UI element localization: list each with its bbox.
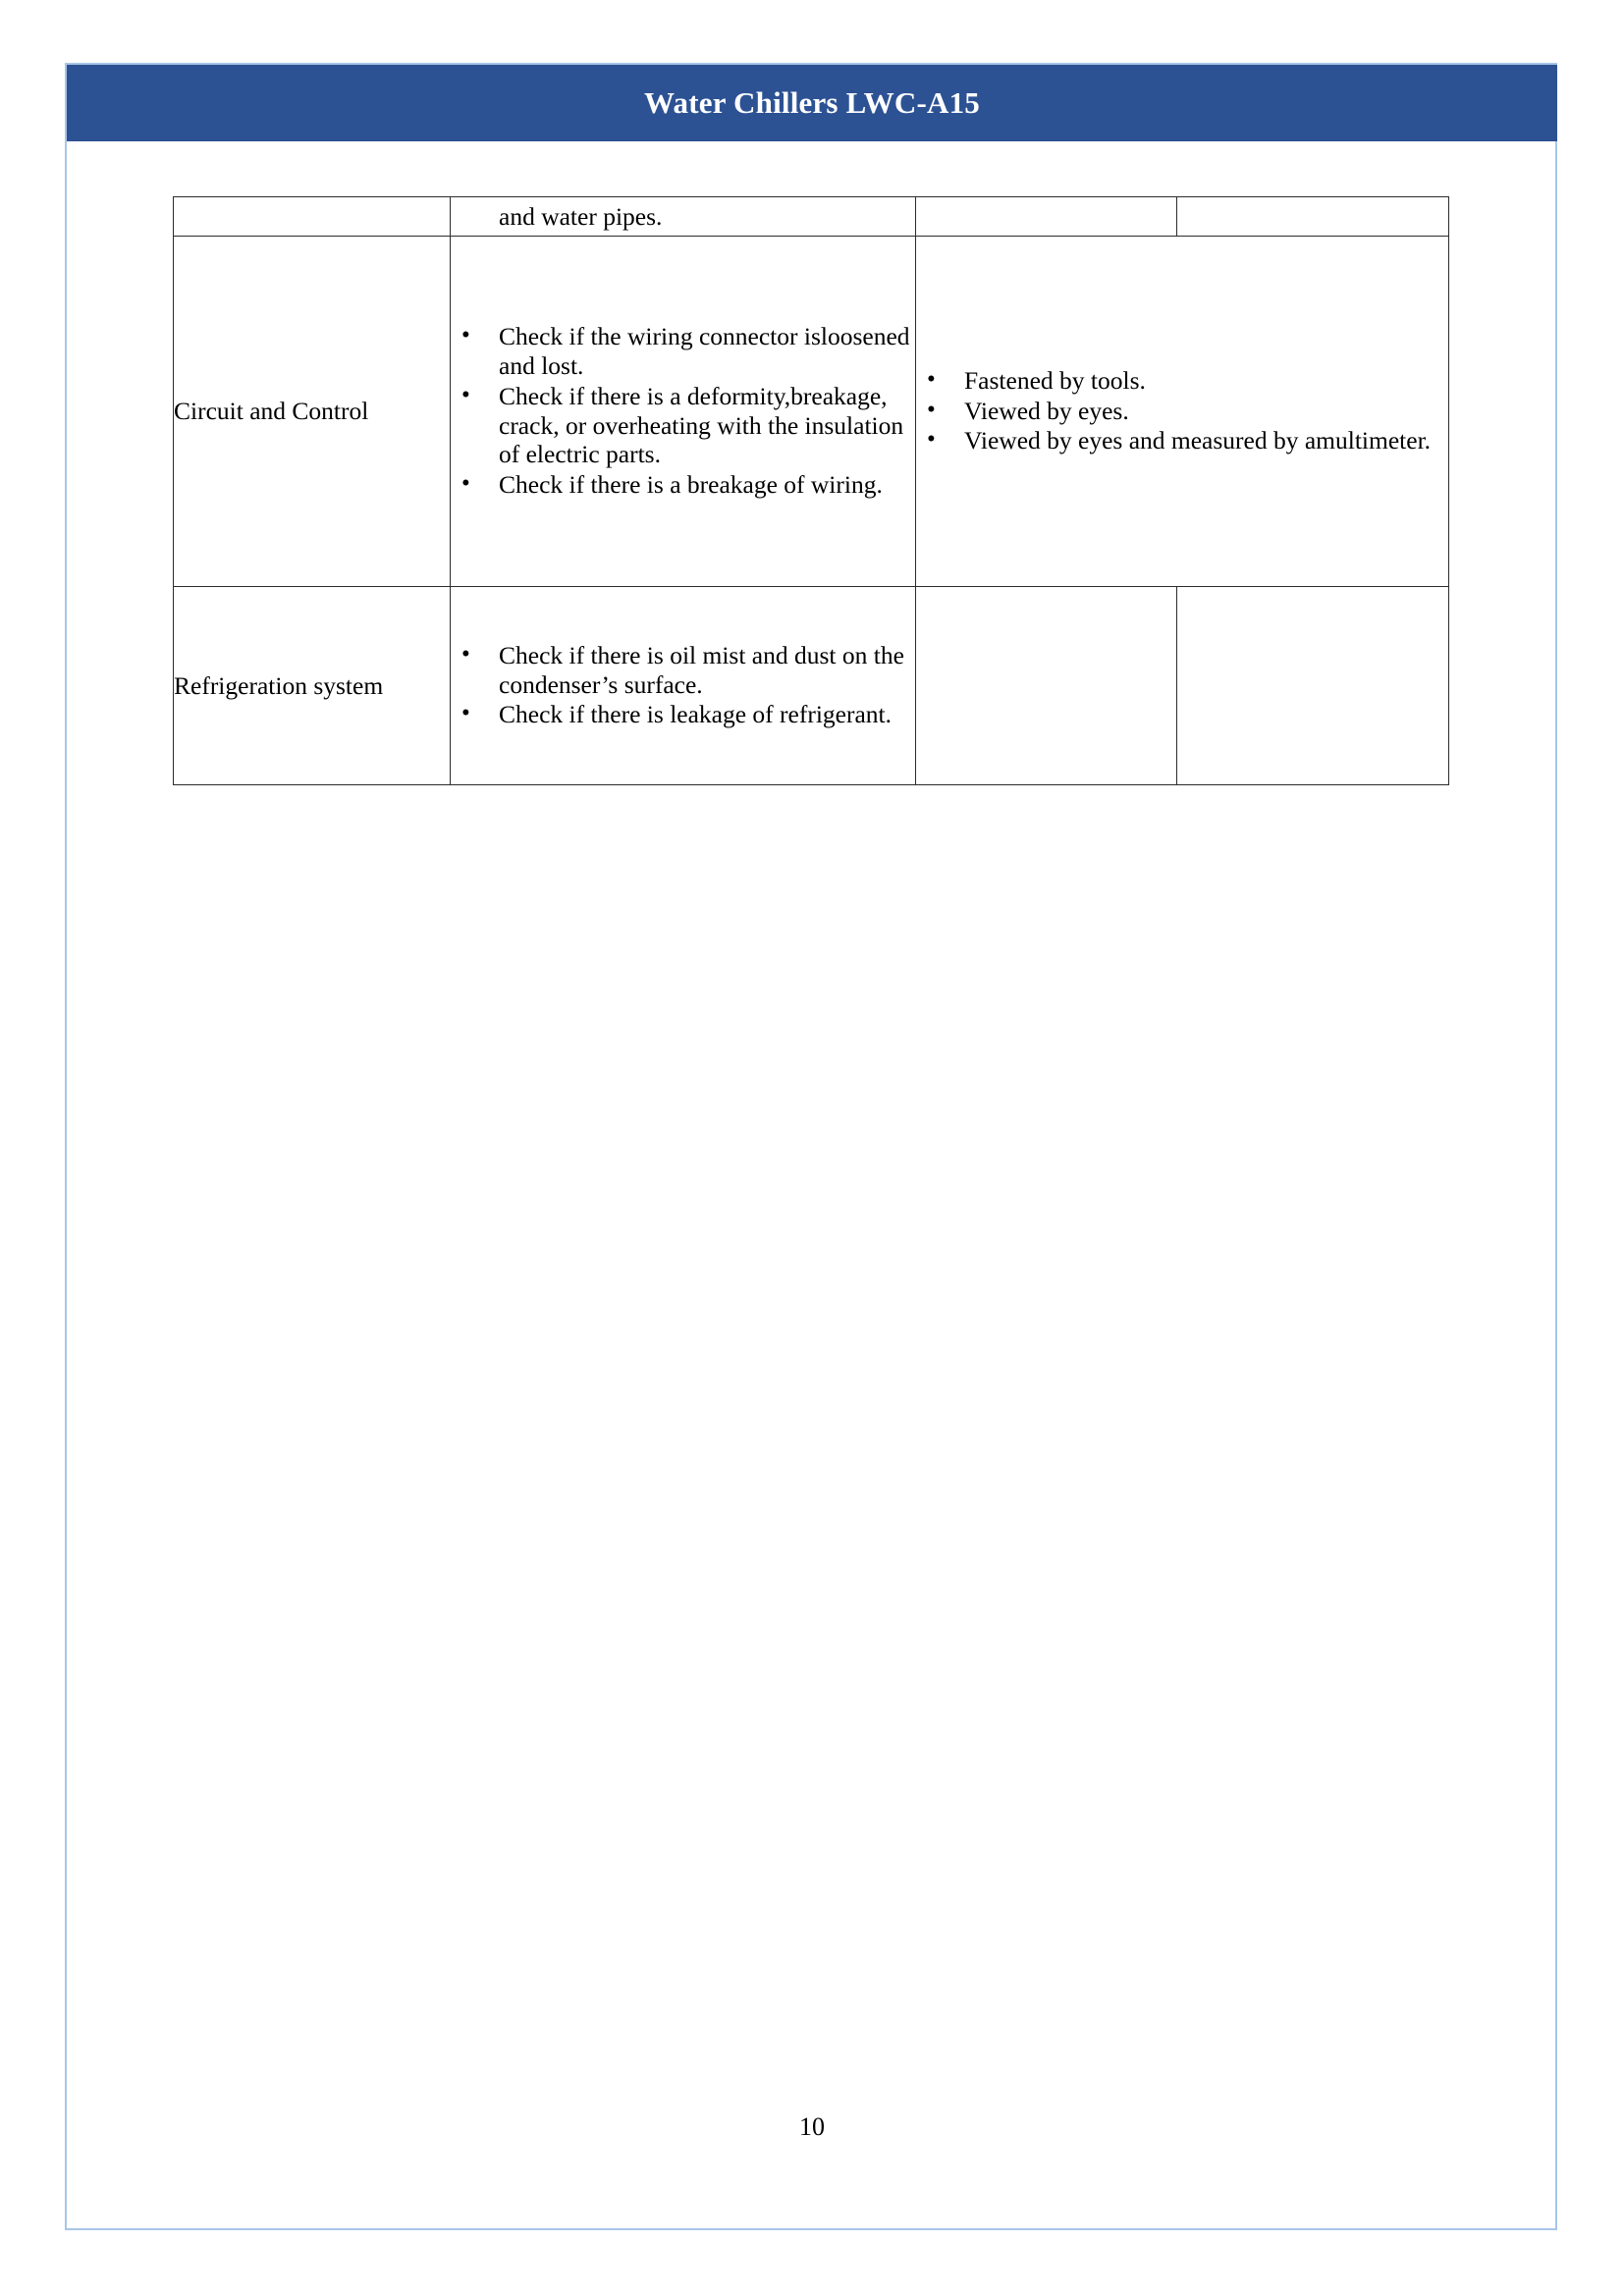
check-items-cell bbox=[451, 587, 916, 785]
table-row bbox=[174, 197, 1449, 237]
check-items-cell bbox=[451, 237, 916, 587]
table-row bbox=[174, 237, 1449, 587]
page-header-banner bbox=[67, 65, 1557, 141]
method-cell-primary bbox=[916, 197, 1177, 237]
check-item: • Check if there is a breakage of wiring. bbox=[451, 470, 915, 500]
check-items-list bbox=[451, 322, 915, 500]
method-item: • Fastened by tools. bbox=[916, 366, 1448, 396]
component-cell bbox=[174, 197, 451, 237]
component-label: Refrigeration system bbox=[174, 670, 384, 700]
method-item: • Viewed by eyes and measured by amultimeter. bbox=[916, 426, 1448, 455]
check-item: • Check if there is oil mist and dust on the condenser’s surface. bbox=[451, 641, 915, 700]
check-items-cell bbox=[451, 197, 916, 237]
check-item: • Check if there is a deformity,breakage, crack, or overheating with the insulation of electric parts. bbox=[451, 382, 915, 469]
component-label: Circuit and Control bbox=[174, 397, 369, 426]
check-item: • Check if there is leakage of refrigerant. bbox=[451, 700, 915, 729]
method-cell-merged bbox=[916, 237, 1449, 587]
method-cell-secondary bbox=[1177, 197, 1449, 237]
method-items-list bbox=[916, 366, 1448, 455]
check-items-list bbox=[451, 641, 915, 729]
component-cell bbox=[174, 237, 451, 587]
page-title: Water Chillers LWC-A15 bbox=[644, 85, 980, 120]
table-row bbox=[174, 587, 1449, 785]
check-item: • Check if the wiring connector isloosened and lost. bbox=[451, 322, 915, 381]
component-cell bbox=[174, 587, 451, 785]
page-number: 10 bbox=[799, 2112, 825, 2141]
maintenance-checklist-table bbox=[173, 196, 1449, 785]
check-item-text: and water pipes. bbox=[499, 201, 663, 231]
method-cell-secondary bbox=[1177, 587, 1449, 785]
method-cell-primary bbox=[916, 587, 1177, 785]
method-item: • Viewed by eyes. bbox=[916, 397, 1448, 426]
